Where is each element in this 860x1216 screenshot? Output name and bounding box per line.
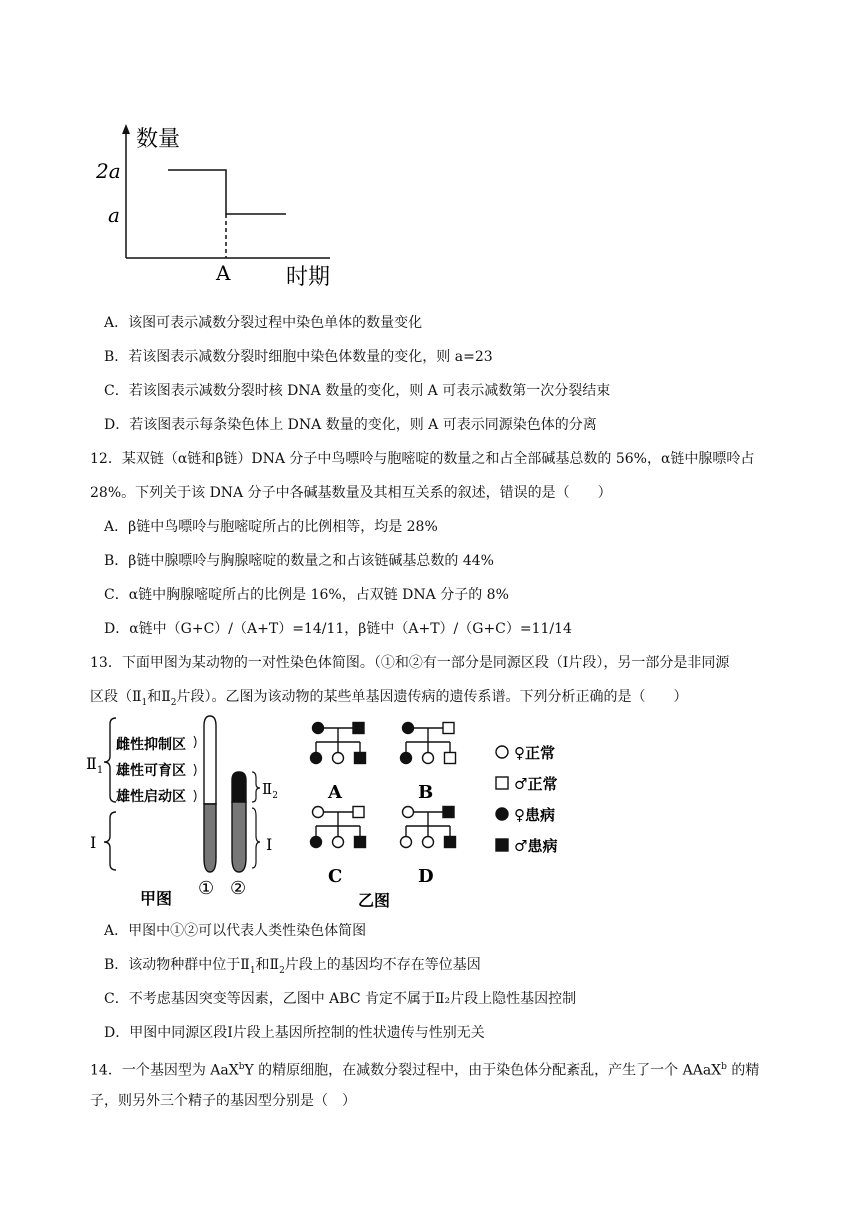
legend-male-normal-icon [496,777,508,789]
pedigree-a [311,723,366,764]
q11-option-d: D．若该图表示每条染色体上 DNA 数量的变化，则 A 可表示同源染色体的分离 [104,417,597,433]
region-label-1: 雌性抑制区 [116,737,186,753]
I-right-label: Ⅰ [266,835,273,854]
q12-option-a: A．β链中鸟嘌呤与胞嘧啶所占的比例相等，均是 28% [104,519,438,535]
q11-option-b: B．若该图表示减数分裂时细胞中染色体数量的变化，则 a=23 [104,349,493,365]
y-axis-label: 数量 [136,127,181,152]
q13-option-c: C．不考虑基因突变等因素，乙图中 ABC 肯定不属于Ⅱ₂片段上隐性基因控制 [104,991,577,1007]
figure-jia [86,712,286,912]
q13-option-a: A．甲图中①②可以代表人类性染色体简图 [104,923,367,939]
I-left-label: Ⅰ [90,833,97,852]
x-axis-label: 时期 [286,265,331,290]
q11-option-c: C．若该图表示减数分裂时核 DNA 数量的变化，则 A 可表示减数第一次分裂结束 [104,383,611,399]
q12-stem-line2: 28%。下列关于该 DNA 分子中各碱基数量及其相互关系的叙述，错误的是（ ） [90,485,612,501]
II2-label: $Ⅱ_2$ [262,780,278,801]
chromosome-1-top [204,716,216,804]
pedigree-d [401,807,456,848]
legend-male-normal: ♂正常 [514,775,558,793]
brace-I-left [104,812,116,870]
legend-female-affected-icon [496,808,508,820]
chromosome-1-label: ① [198,878,215,899]
q13-stem-line2: 区段（$Ⅱ_1$和$Ⅱ_2$片段）。乙图为该动物的某些单基因遗传病的遗传系谱。下列分析正确的是（ ） [90,689,688,708]
legend-female-affected: ♀患病 [514,806,555,824]
legend-female-normal-icon [496,746,508,758]
legend-male-affected: ♂患病 [514,837,558,855]
q13-option-b: B．该动物种群中位于$Ⅱ_1$和$Ⅱ_2$片段上的基因均不存在等位基因 [104,957,481,976]
q13-option-d: D．甲图中同源区段Ⅰ片段上基因所控制的性状遗传与性别无关 [104,1025,485,1041]
quantity-graph [90,118,350,298]
point-a-label: A [216,261,231,285]
pedigree-b [401,723,456,764]
legend-female-normal: ♀正常 [514,744,555,762]
chromosome-2-label: ② [230,878,247,899]
II1-label: $Ⅱ_1$ [86,754,104,776]
figure-yi [300,712,590,912]
q11-option-a: A．该图可表示减数分裂过程中染色单体的数量变化 [104,315,423,331]
region-label-2: 雄性可育区 [116,763,186,779]
q14-stem-line1: 14．一个基因型为 AaX$^b$Y 的精原细胞，在减数分裂过程中，由于染色体分配紊乱，产生了一个 AAaX$^b$ 的精 [90,1062,760,1079]
pedigree-label-b: B [418,782,434,803]
q13-stem-line1: 13．下面甲图为某动物的一对性染色体简图。（①和②有一部分是同源区段（Ⅰ片段），另一部分是非同源 [90,655,730,671]
q12-stem-line1: 12．某双链（α链和β链）DNA 分子中鸟嘌呤与胞嘧啶的数量之和占全部碱基总数的 56%，α链中腺嘌呤占 [90,451,755,467]
brace-II2 [252,772,260,802]
q12-option-c: C．α链中胸腺嘧啶所占的比例是 16%，占双链 DNA 分子的 8% [104,587,509,603]
q12-option-b: B．β链中腺嘌呤与胸腺嘧啶的数量之和占该链碱基总数的 44% [104,553,494,569]
figure-jia-caption: 甲图 [140,889,173,908]
brace-II1 [104,718,116,802]
chromosome-1-bottom [204,804,216,872]
q12-option-d: D．α链中（G+C）/（A+T）=14/11，β链中（A+T）/（G+C）=11/14 [104,621,572,637]
legend-male-affected-icon [496,839,508,851]
chromosome-2-top [232,772,246,802]
q14-stem-line2: 子，则另外三个精子的基因型分别是（ ） [90,1093,356,1109]
pedigree-label-c: C [328,866,343,887]
pedigree-c [311,807,366,848]
region-label-3: 雄性启动区 [116,789,186,805]
brace-I-right [252,808,260,868]
tick-2a: 2a [96,159,121,183]
step-line [168,170,286,214]
figure-yi-caption: 乙图 [358,891,391,910]
chromosome-2-bottom [232,802,246,872]
tick-a: a [108,203,120,227]
pedigree-label-a: A [328,782,342,803]
pedigree-label-d: D [418,866,434,887]
y-axis-arrow [122,124,130,134]
